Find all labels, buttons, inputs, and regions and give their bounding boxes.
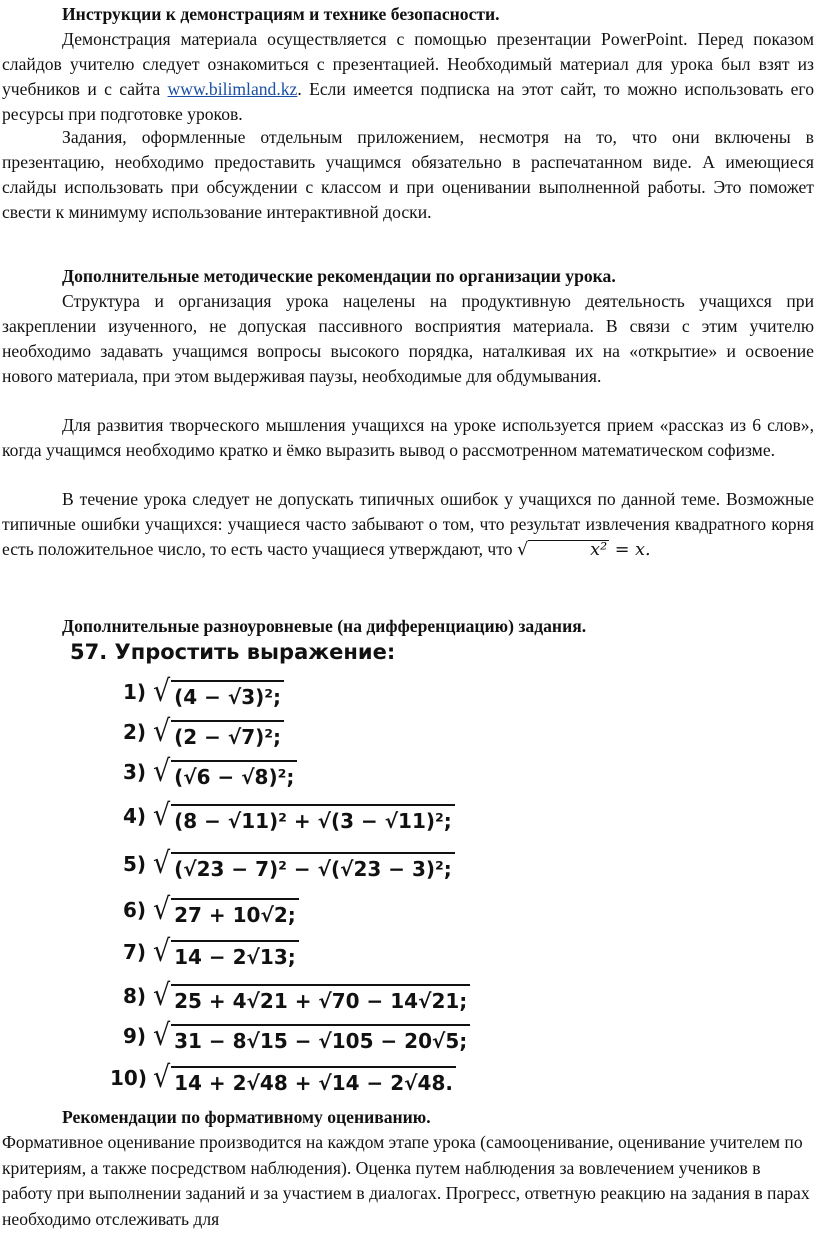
item-number: 7) — [122, 940, 146, 964]
item-number: 2) — [122, 720, 146, 744]
sqrt-sign: √ (√23 − 7)² − √(√23 − 3)²; — [152, 847, 455, 882]
item-number: 6) — [122, 898, 146, 922]
sqrt-sign: √ 14 + 2√48 + √14 − 2√48. — [152, 1061, 456, 1096]
item-expression: (√6 − √8)²; — [171, 760, 297, 790]
exercise-item — [110, 932, 301, 972]
paragraph-demonstration-text-b: . Если имеется подписка на этот сайт, то можно использовать его ресурсы при подготовке уроков. — [2, 79, 815, 124]
item-expression: (8 − √11)² + √(3 − √11)²; — [171, 804, 455, 834]
heading-differentiated-tasks: Дополнительные разноуровневые (на дифференциацию) задания. — [62, 616, 587, 636]
paragraph-typical-errors — [2, 487, 814, 563]
heading-formative-assessment: Рекомендации по формативному оцениванию. — [62, 1107, 431, 1127]
exercise-item — [110, 672, 286, 712]
sqrt-sign: √ (4 − √3)²; — [152, 675, 284, 710]
exercise-title: 57. Упростить выражение: — [70, 640, 396, 664]
sqrt-sign: √ 14 − 2√13; — [152, 935, 299, 970]
sqrt-sign: √ 25 + 4√21 + √70 − 14√21; — [152, 979, 470, 1014]
item-number: 1) — [122, 680, 146, 704]
paragraph-formative-assessment: Формативное оценивание производится на каждом этапе урока (самооценивание, оценивание учителем по критериям, а также посредством наблюдения). Оценка путем наблюдения за вовлечением учеников в работу при выполнении заданий и за участием в диалогах. Прогресс, ответную реакцию на задания в парах необходимо отслеживать для — [2, 1132, 810, 1229]
paragraph-lesson-structure: Структура и организация урока нацелены на продуктивную деятельность учащихся при закреплении изученного, не допуская пассивного восприятия материала. В связи с этим учителю необходимо задавать учащимся вопросы высокого порядка, наталкивая их на «открытие» и освоение нового материала, при этом выдерживая паузы, необходимые для обдумывания. — [2, 291, 814, 386]
item-number: 4) — [122, 804, 146, 828]
formula-sqrt-x-squared: √ x² = x. — [516, 540, 651, 560]
sqrt-sign: √ 31 − 8√15 − √105 − 20√5; — [152, 1019, 470, 1054]
item-expression: (2 − √7)²; — [171, 720, 284, 750]
sqrt-sign: √ (8 − √11)² + √(3 − √11)²; — [152, 799, 455, 834]
heading-methodical-recommendations: Дополнительные методические рекомендации по организации урока. — [62, 266, 616, 286]
paragraph-demonstration-text-a: Демонстрация материала осуществляется с помощью презентации PowerPoint. Перед показом слайдов учителю следует ознакомиться с презентацией. Необходимый материал для урока был взят из учебников и с сайта — [2, 29, 814, 99]
item-expression: (√23 − 7)² − √(√23 − 3)²; — [171, 852, 455, 882]
heading-safety-instructions: Инструкции к демонстрациям и технике безопасности. — [62, 4, 500, 24]
paragraph-typical-errors-text: В течение урока следует не допускать типичных ошибок у учащихся по данной теме. Возможные типичные ошибки учащихся: учащиеся часто забывают о том, что результат извлечения квадратного корня есть положительное число, то есть часто учащиеся утверждают, что — [2, 489, 814, 559]
exercise-item — [110, 712, 286, 752]
item-expression: 14 + 2√48 + √14 − 2√48. — [171, 1066, 456, 1096]
sqrt-sign: √ 27 + 10√2; — [152, 893, 299, 928]
item-number: 3) — [122, 760, 146, 784]
sqrt-sign: √ (√6 − √8)²; — [152, 755, 297, 790]
paragraph-creative-thinking: Для развития творческого мышления учащихся на уроке используется прием «рассказ из 6 слов», когда учащимся необходимо кратко и ёмко выразить вывод о рассмотренном математическом софизме. — [2, 415, 814, 460]
item-expression: 31 − 8√15 − √105 − 20√5; — [171, 1024, 470, 1054]
item-expression: 25 + 4√21 + √70 − 14√21; — [171, 984, 470, 1014]
item-number: 10) — [110, 1066, 147, 1090]
sqrt-sign: √ (2 − √7)²; — [152, 715, 284, 750]
exercise-item — [110, 752, 299, 792]
exercise-item — [110, 1058, 458, 1098]
item-number: 9) — [122, 1024, 146, 1048]
item-expression: 27 + 10√2; — [171, 898, 299, 928]
bilimland-link[interactable]: www.bilimland.kz — [167, 79, 298, 99]
item-expression: 14 − 2√13; — [171, 940, 299, 970]
exercise-item — [110, 796, 457, 836]
item-number: 8) — [122, 984, 146, 1008]
paragraph-tasks-printed: Задания, оформленные отдельным приложением, несмотря на то, что они включены в презентацию, необходимо предоставить учащимся обязательно в распечатанном виде. А имеющиеся слайды использовать при обсуждении с классом и при оценивании выполненной работы. Это поможет свести к минимуму использование интерактивной доски. — [2, 127, 814, 222]
item-expression: (4 − √3)²; — [171, 680, 284, 710]
exercise-item — [110, 890, 301, 930]
formula-rhs: = x. — [614, 540, 651, 560]
formula-radicand: x² — [528, 540, 609, 559]
exercise-item — [110, 1016, 472, 1056]
item-number: 5) — [122, 852, 146, 876]
exercise-item — [110, 844, 457, 884]
paragraph-demonstration — [2, 27, 814, 127]
exercise-item — [110, 976, 472, 1016]
